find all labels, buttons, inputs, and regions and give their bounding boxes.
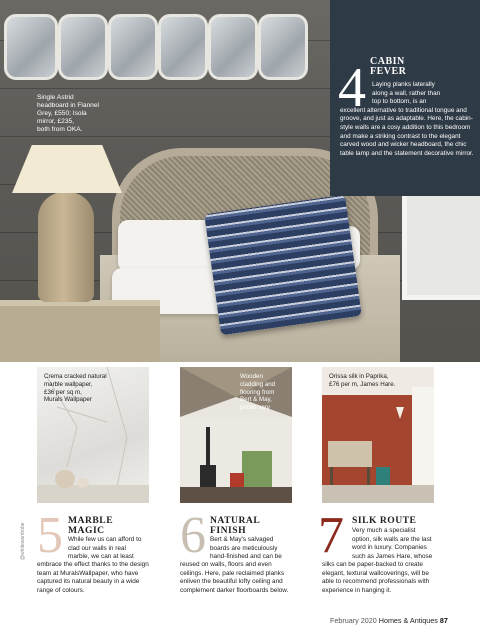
- photo-credit: @whitewardrobe: [20, 522, 26, 560]
- hero-caption: Single Astrid headboard in Flannel Grey, £550; Isola mirror, £235, both from OKA.: [37, 94, 99, 133]
- section-title: SILK ROUTE: [352, 515, 417, 526]
- issue-date: February 2020: [330, 616, 377, 625]
- lamp-shade: [12, 145, 122, 193]
- section-title: CABIN FEVER: [370, 56, 407, 77]
- blue-cushion: [204, 195, 362, 336]
- section-number: 7: [318, 507, 344, 564]
- mirror-panel: [158, 14, 208, 80]
- bedside-table: [0, 300, 160, 362]
- photo-caption: Orissa silk in Paprika, £76 per m, James Hare.: [329, 373, 396, 388]
- section-number: 4: [338, 57, 366, 119]
- photo-caption: Wooden cladding and flooring from Bert & May, prices vary: [240, 373, 276, 412]
- section-body: reused on walls, floors and even ceilings. Here, pale reclaimed planks enliven the beautiful lofty ceiling and complement darker floorboards below.: [180, 561, 289, 594]
- section-number: 6: [180, 507, 206, 564]
- section-body: Laying planks laterally along a wall, rather than top to bottom, is an excellent alternative to traditional tongue and groove, and just as adaptable. Here, the cabin-style walls are a cosy addition to this bedroom and make a striking contrast to the elegant carved wood and wicker headboard, the chic table lamp and the statement decorative mirror.: [340, 81, 474, 157]
- section-body: Bert & May's salvaged boards are meticulously hand-finished and can be: [210, 536, 282, 560]
- section-body: embrace the effect thanks to the design team at MuralsWallpaper, who have captured its natural beauty in a wide range of colours.: [37, 561, 149, 594]
- lamp-base: [38, 192, 94, 302]
- section-body: silks can be paper-backed to create elegant, textural wallcoverings, will be able to recommend professionals with experience in hanging it.: [322, 561, 430, 594]
- mirror-panel: [4, 14, 58, 80]
- page-footer: [330, 616, 448, 625]
- section-body: While few us can afford to clad our walls in real marble, we can at least: [68, 536, 142, 560]
- mirror-panel: [258, 14, 308, 80]
- mirror-panel: [208, 14, 258, 80]
- mirror-panel: [58, 14, 108, 80]
- section-title: NATURAL FINISH: [210, 515, 261, 536]
- window: [402, 190, 480, 300]
- section-body: Very much a specialist option, silk walls are the last word in luxury. Companies such as James Hare, whose: [352, 527, 433, 560]
- magazine-name: Homes & Antiques: [378, 616, 438, 625]
- mirror-panel: [108, 14, 158, 80]
- section-title: MARBLE MAGIC: [68, 515, 114, 536]
- section-number: 5: [37, 507, 63, 564]
- photo-caption: Crema cracked natural marble wallpaper, £36 per sq m, Murals Wallpaper: [44, 373, 107, 404]
- page-number: 87: [439, 616, 448, 625]
